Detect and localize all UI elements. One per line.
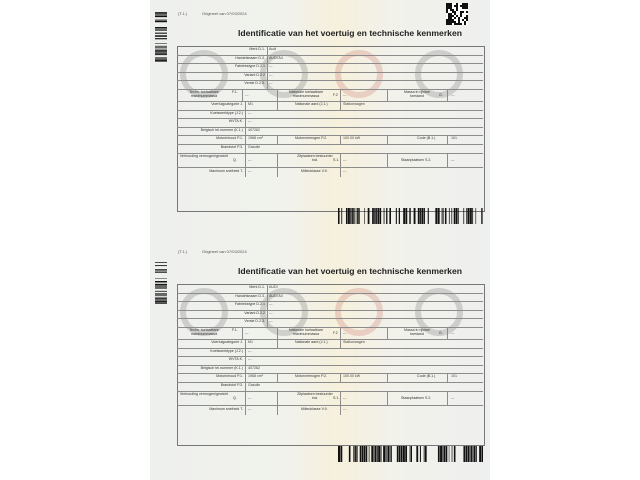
fabriekstype-value: ---	[269, 302, 273, 307]
wvta-label: WVTA K.	[228, 119, 243, 124]
document-1	[150, 0, 490, 240]
nat-massa-value: ---	[343, 331, 347, 335]
handelsnaam-value: AUDI A4	[269, 55, 283, 60]
massa-rijklaar-label: Massa in rijklare toestand	[404, 328, 430, 336]
fabriekstype-label: Fabriekstype D.2.1	[234, 64, 265, 69]
koetswerktype-label: Koetswerktype (J.2.)	[210, 110, 243, 115]
zitplaatsen-value: ---	[343, 395, 347, 400]
voertuigcategorie-value: M1	[248, 340, 253, 344]
doc-ref: (T.1.)	[178, 11, 188, 16]
wvta-value: ---	[248, 119, 252, 124]
staanplaatsen-label: Staanplaatsen S.2.	[401, 395, 432, 400]
wvta-label: WVTA K.	[228, 357, 243, 362]
zitplaatsen-value: ---	[343, 157, 347, 162]
handelsnaam-value: AUDI A4	[269, 293, 283, 298]
merk-value: Audi	[269, 47, 277, 51]
versie-value: ---	[269, 81, 273, 86]
variant-value: ---	[269, 72, 273, 77]
page-title: Identificatie van het voertuig en technische kenmerken	[238, 266, 462, 276]
brandstof-label: Brandstof P.3.	[220, 145, 243, 149]
versie-value: ---	[269, 319, 273, 324]
techn-massa-label: Techn. toelaatbare maximummassa	[189, 90, 219, 98]
doc-ref: (T.1.)	[178, 249, 188, 254]
nationale-aard-value: Stationwagen	[343, 102, 365, 106]
code-label: Code (B.1.)	[417, 136, 436, 141]
brandstof-value: Gasolie	[248, 145, 261, 149]
merk-value: AUDI	[269, 285, 278, 289]
voertuigcategorie-value: M1	[248, 102, 253, 106]
belgisch-nummer-value: 407262	[248, 127, 260, 132]
max-snelheid-value: ---	[248, 406, 252, 411]
fabriekstype-value: ---	[269, 64, 273, 69]
code-label: Code (B.1.)	[417, 374, 436, 379]
variant-value: ---	[269, 310, 273, 315]
verhouding-label: Verhouding vermogen/gewicht	[179, 153, 229, 158]
variant-label: Variant D.2.2	[244, 310, 265, 315]
handelsnaam-label: Handelsnaam D.3.	[235, 293, 265, 298]
milieuklasse-label: Milieuklasse V.9.	[301, 406, 328, 411]
voertuigcategorie-label: Voertuigcategorie J.	[211, 340, 243, 344]
code-value: 101	[451, 136, 457, 141]
massa-rijklaar-value: ---	[451, 331, 455, 335]
milieuklasse-value: ---	[343, 168, 347, 173]
techn-massa-value: ---	[245, 93, 249, 97]
original-date: Origineel van 07/03/2024	[202, 249, 247, 254]
motorinhoud-label: Motorinhoud P.1.	[216, 374, 243, 379]
zitplaatsen-code: S.1.	[333, 157, 340, 162]
techn-massa-code: F.1.	[232, 328, 238, 332]
page-title: Identificatie van het voertuig en technische kenmerken	[238, 28, 462, 38]
massa-rijklaar-code: G.	[439, 331, 443, 335]
original-date: Origineel van 07/03/2024	[202, 11, 247, 16]
zitplaatsen-label: Zitplaatsen bestuurder incl.	[297, 153, 333, 162]
merk-label: Merk D.1.	[249, 285, 265, 289]
merk-label: Merk D.1.	[249, 47, 265, 51]
belgisch-nummer-label: Belgisch tel.nummer (K.1.)	[200, 365, 243, 370]
koetswerktype-value: ---	[248, 110, 252, 115]
techn-massa-code: F.1.	[232, 90, 238, 94]
techn-massa-label: Techn. toelaatbare maximummassa	[189, 328, 219, 336]
versie-label: Versie D.2.3.	[244, 81, 265, 86]
nat-massa-label: Nationale toelaatbare maximummassa	[288, 328, 324, 336]
max-snelheid-value: ---	[248, 168, 252, 173]
motorvermogen-value: 100.00 kW	[343, 374, 361, 379]
nat-massa-label: Nationale toelaatbare maximummassa	[288, 90, 324, 98]
horizontal-barcode-top	[338, 208, 483, 224]
motorvermogen-label: Motorvermogen P.2.	[295, 136, 328, 141]
wvta-value: ---	[248, 357, 252, 362]
nat-massa-code: F.2	[333, 93, 338, 97]
motorvermogen-label: Motorvermogen P.2.	[295, 374, 328, 379]
motorvermogen-value: 100.00 kW	[343, 136, 361, 141]
verhouding-label: Verhouding vermogen/gewicht	[179, 391, 229, 396]
nationale-aard-value: Stationwagen	[343, 340, 365, 344]
max-snelheid-label: Maximum snelheid T.	[209, 168, 243, 173]
variant-label: Variant D.2.2	[244, 72, 265, 77]
nationale-aard-label: Nationale aard (J.1.)	[295, 340, 328, 344]
techn-massa-value: ---	[245, 331, 249, 335]
max-snelheid-label: Maximum snelheid T.	[209, 406, 243, 411]
motorinhoud-label: Motorinhoud P.1.	[216, 136, 243, 141]
motorinhoud-value: 1968 cm³	[248, 136, 263, 141]
koetswerktype-label: Koetswerktype (J.2.)	[210, 348, 243, 353]
voertuigcategorie-label: Voertuigcategorie J.	[211, 102, 243, 106]
staanplaatsen-value: ---	[451, 395, 455, 400]
brandstof-label: Brandstof P.3.	[220, 383, 243, 387]
massa-rijklaar-code: G.	[439, 93, 443, 97]
koetswerktype-value: ---	[248, 348, 252, 353]
code-value: 101	[451, 374, 457, 379]
versie-label: Versie D.2.3.	[244, 319, 265, 324]
brandstof-value: Gasolie	[248, 383, 261, 387]
nationale-aard-label: Nationale aard (J.1.)	[295, 102, 328, 106]
staanplaatsen-label: Staanplaatsen S.2.	[401, 157, 432, 162]
document-2	[150, 242, 490, 480]
motorinhoud-value: 1968 cm³	[248, 374, 263, 379]
verhouding-value: ---	[248, 395, 252, 400]
zitplaatsen-label: Zitplaatsen bestuurder incl.	[297, 391, 333, 400]
verhouding-code: Q.	[233, 157, 237, 162]
massa-rijklaar-value: ---	[451, 93, 455, 97]
fabriekstype-label: Fabriekstype D.2.1	[234, 302, 265, 307]
handelsnaam-label: Handelsnaam D.3.	[235, 55, 265, 60]
milieuklasse-label: Milieuklasse V.9.	[301, 168, 328, 173]
belgisch-nummer-value: 407262	[248, 365, 260, 370]
staanplaatsen-value: ---	[451, 157, 455, 162]
milieuklasse-value: ---	[343, 406, 347, 411]
verhouding-code: Q.	[233, 395, 237, 400]
belgisch-nummer-label: Belgisch tel.nummer (K.1.)	[200, 127, 243, 132]
nat-massa-value: ---	[343, 93, 347, 97]
zitplaatsen-code: S.1.	[333, 395, 340, 400]
qr-code	[446, 3, 468, 25]
nat-massa-code: F.2	[333, 331, 338, 335]
verhouding-value: ---	[248, 157, 252, 162]
massa-rijklaar-label: Massa in rijklare toestand	[404, 90, 430, 98]
horizontal-barcode-bottom	[338, 446, 483, 462]
